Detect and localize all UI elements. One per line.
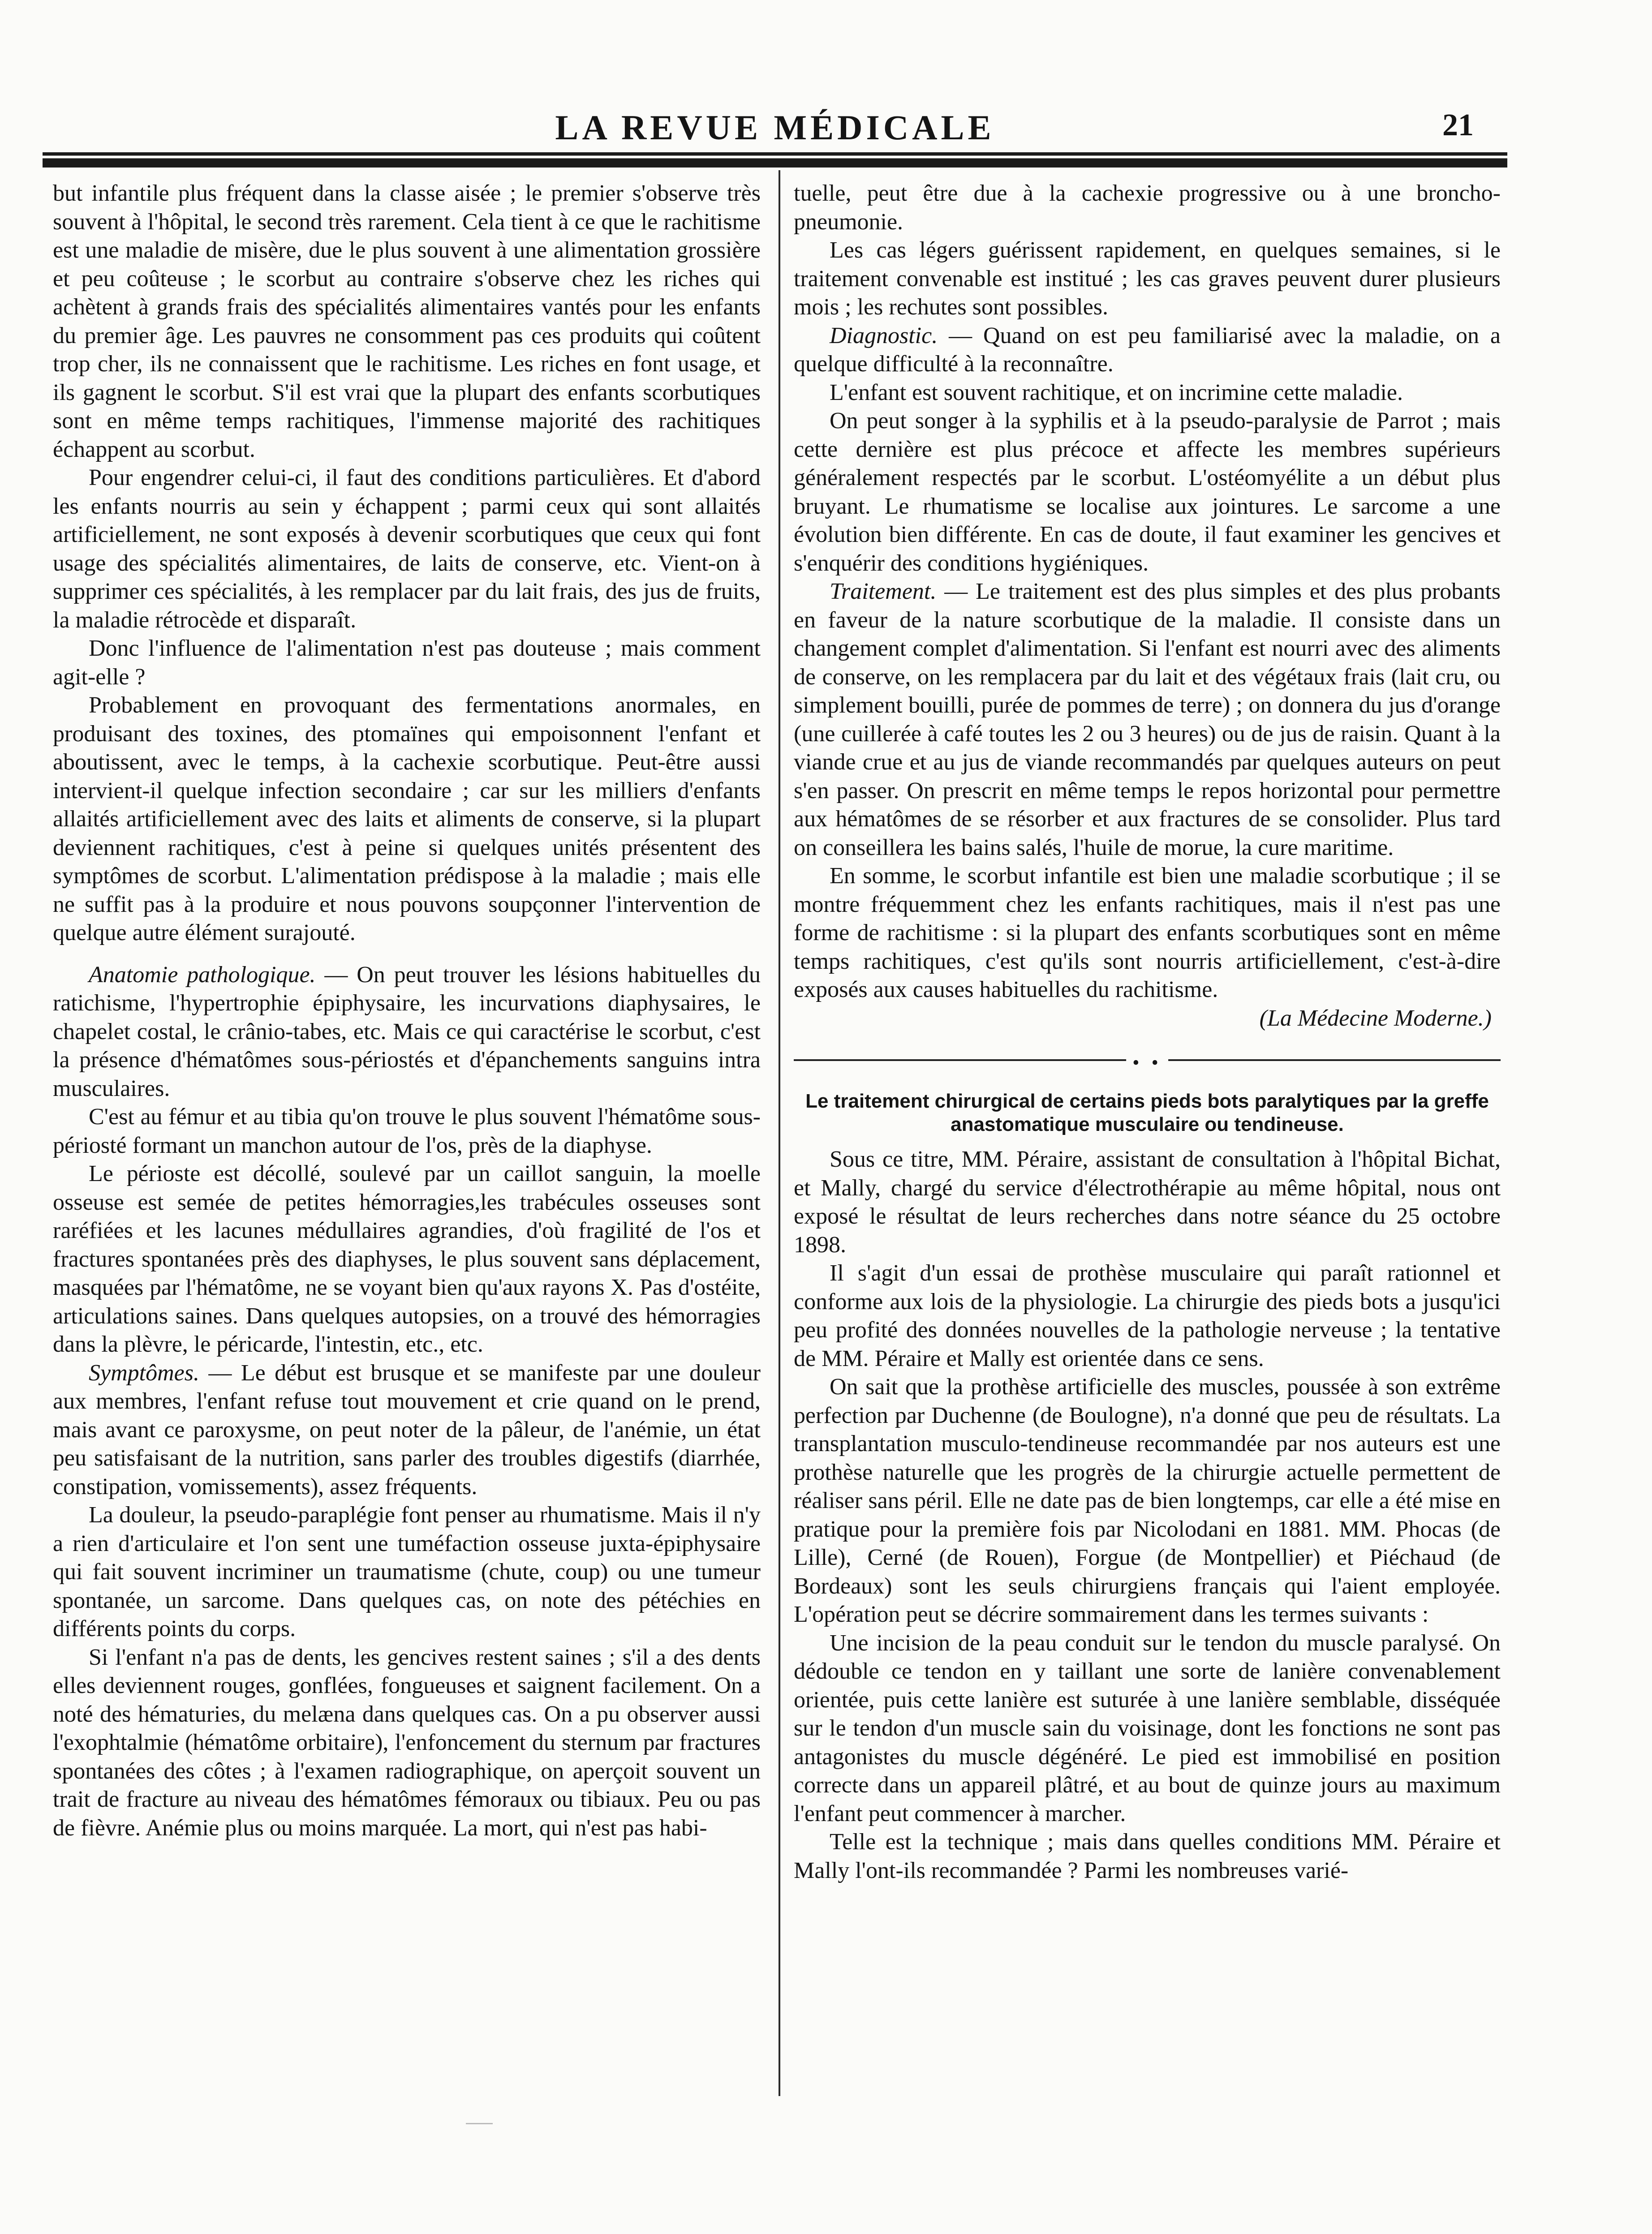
paragraph [53,1359,761,1501]
separator-ornament: • • [1126,1048,1168,1077]
paragraph: Une incision de la peau conduit sur le tendon du muscle paralysé. On dédouble ce tendon en y taillant une sorte de lanière convenablement orientée, puis cette lanière est suturée à une lanière semblable, disséquée sur le tendon d'un muscle sain du voisinage, dont les fonctions ne sont pas antagonistes du muscle dégénéré. Le pied est immobilisé en position correcte dans un appareil plâtré, et au bout de quinze jours au maximum l'enfant peut commencer à marcher. [794,1630,1501,1826]
paragraph: Sous ce titre, MM. Péraire, assistant de consultation à l'hôpital Bichat, et Mally, chargé du service d'électrothérapie au même hôpital, nous ont exposé le résultat de leurs recherches dans notre séance du 25 octobre 1898. [794,1147,1501,1258]
paragraph: but infantile plus fréquent dans la classe aisée ; le premier s'observe très souvent à l'hôpital, le second très rarement. Cela tient à ce que le rachitisme est une maladie de misère, due le plus souvent à une alimentation grossière et peu coûteuse ; le scorbut au contraire s'observe chez les riches qui achètent à grands frais des spécialités alimentaires vantés pour les enfants du premier âge. Les pauvres ne consomment pas ces produits qui coûtent trop cher, ils ne connaissent que le rachitisme. Les riches en font usage, et ils gagnent le scorbut. S'il est vrai que la plupart des enfants scorbutiques sont en même temps rachitiques, l'immense majorité des rachitiques échappent au scorbut. [53,180,761,462]
right-column [794,179,1501,1885]
paragraph: On peut songer à la syphilis et à la pseudo-paralysie de Parrot ; mais cette dernière est plus précoce et affecte les membres supérieurs généralement respectés par le scorbut. L'ostéomyélite a un début plus bruyant. Le rhumatisme se localise aux jointures. Le sarcome a une évolution bien différente. En cas de doute, il faut examiner les gencives et s'enquérir des conditions hygiéniques. [794,408,1501,576]
print-speck [466,2123,493,2124]
paragraph: La douleur, la pseudo-paraplégie font penser au rhumatisme. Mais il n'y a rien d'articulaire et l'on sent une tuméfaction osseuse juxta-épiphysaire qui fait souvent incriminer un traumatisme (chute, coup) ou une tumeur spontanée, un sarcome. Dans quelques cas, on note des pétéchies en différents points du corps. [53,1502,761,1641]
paragraph: Les cas légers guérissent rapidement, en quelques semaines, si le traitement convenable est institué ; les cas graves peuvent durer plusieurs mois ; les rechutes sont possibles. [794,237,1501,320]
source-citation: (La Médecine Moderne.) [1259,1005,1492,1031]
masthead [49,107,1501,152]
paragraph: Il s'agit d'un essai de prothèse musculaire qui paraît rationnel et conforme aux lois de la physiologie. La chirurgie des pieds bots a jusqu'ici peu profité des données nouvelles de la pathologie nerveuse ; la tentative de MM. Péraire et Mally est orientée dans ce sens. [794,1260,1501,1371]
paragraph: Pour engendrer celui-ci, il faut des conditions particulières. Et d'abord les enfants nourris au sein y échappent ; parmi ceux qui sont allaités artificiellement, ne sont exposés à devenir scorbutiques que ceux qui font usage des spécialités alimentaires, de laits de conserve, etc. Vient-on à supprimer ces spécialités, à les remplacer par du lait frais, des jus de fruits, la maladie rétrocède et disparaît. [53,465,761,633]
paragraph-text: — Le traitement est des plus simples et des plus probants en faveur de la nature scorbutique de la maladie. Il consiste dans un changement complet d'alimentation. Si l'enfant est nourri avec des aliments de conserve, on les remplacera par du lait et des végétaux frais (lait cru, ou simplement bouilli, purée de pommes de terre) ; on donnera du jus d'orange (une cuillerée à café toutes les 2 ou 3 heures) ou de jus de raisin. Quant à la viande crue et au jus de viande recommandés par quelques auteurs on peut s'en passer. On prescrit en même temps le repos horizontal pour permettre aux hématômes de se résorber et aux fractures de se consolider. Plus tard on conseillera les bains salés, l'huile de morue, la cure maritime. [794,579,1501,860]
paragraph: C'est au fémur et au tibia qu'on trouve le plus souvent l'hématôme sous-périosté formant un manchon autour de l'os, près de la diaphyse. [53,1104,761,1158]
article-separator [794,1032,1501,1086]
paragraph: tuelle, peut être due à la cachexie progressive ou à une broncho-pneumonie. [794,180,1501,235]
paragraph-text: — Le début est brusque et se manifeste par une douleur aux membres, l'enfant refuse tout mouvement et crie quand on le prend, mais avant ce paroxysme, on peut noter de la pâleur, de l'anémie, un état peu satisfaisant de la nutrition, sans parler des troubles digestifs (diarrhée, constipation, vomissements), assez fréquents. [53,1360,761,1499]
left-column [53,179,761,1842]
paragraph [794,577,1501,862]
column-divider [779,170,780,2096]
section-heading: Diagnostic. [830,322,938,348]
journal-title: LA REVUE MÉDICALE [555,108,995,147]
paragraph [53,961,761,1103]
section-heading: Symptômes. [89,1360,199,1386]
paragraph: On sait que la prothèse artificielle des muscles, poussée à son extrême perfection par Duchenne (de Boulogne), n'a donné que peu de résultats. La transplantation musculo-tendineuse recommandée par nos auteurs est une prothèse naturelle que les progrès de la chirurgie actuelle permettent de réaliser sans péril. Elle ne date pas de bien longtemps, car elle a été mise en pratique pour la première fois par Nicolodani en 1881. MM. Phocas (de Lille), Cerné (de Rouen), Forgue (de Montpellier) et Piéchaud (de Bordeaux) sont les seuls chirurgiens français qui l'aient employée. L'opération peut se décrire sommairement dans les termes suivants : [794,1374,1501,1627]
section-heading: Traitement. [830,579,937,604]
paragraph-text: — On peut trouver les lésions habituelles du ratichisme, l'hypertrophie épiphysaire, les incurvations diaphysaires, le chapelet costal, le crânio-tabes, etc. Mais ce qui caractérise le scorbut, c'est la présence d'hématômes sous-périostés et d'épanchements sanguins intra musculaires. [53,962,761,1101]
section-heading: Anatomie pathologique. [89,962,316,988]
page-number: 21 [1442,108,1474,142]
paragraph: Donc l'influence de l'alimentation n'est pas douteuse ; mais comment agit-elle ? [53,636,761,690]
paragraph-text: — Quand on est peu familiarisé avec la maladie, on a quelque difficulté à la reconnaître. [794,322,1501,377]
article-headline: Le traitement chirurgical de certains pieds bots paralytiques par la greffe anastomatique musculaire ou tendineuse. [805,1090,1489,1135]
paragraph: En somme, le scorbut infantile est bien une maladie scorbutique ; il se montre fréquemment chez les enfants rachitiques, mais il n'est pas une forme de rachitisme : si la plupart des enfants scorbutiques sont en même temps rachitiques, c'est qu'ils sont nourris artificiellement, c'est-à-dire exposés aux causes habituelles du rachitisme. [794,863,1501,1002]
paragraph [794,322,1501,378]
paragraph: L'enfant est souvent rachitique, et on incrimine cette maladie. [830,379,1403,405]
paragraph: Si l'enfant n'a pas de dents, les gencives restent saines ; s'il a des dents elles deviennent rouges, gonflées, fongueuses et saignent facilement. On a noté des hématuries, du melæna dans quelques cas. On a pu observer aussi l'exophtalmie (hématôme orbitaire), l'enfoncement du sternum par fractures spontanées des côtes ; à l'examen radiographique, on aperçoit souvent un trait de fracture au niveau des hématômes fémoraux ou tibiaux. Peu ou pas de fièvre. Anémie plus ou moins marquée. La mort, qui n'est pas habi- [53,1644,761,1841]
paragraph: Le périoste est décollé, soulevé par un caillot sanguin, la moelle osseuse est semée de petites hémorragies,les trabécules osseuses sont raréfiées et les lacunes médullaires agrandies, d'où fragilité de l'os et fractures spontanées près des diaphyses, le plus souvent sans déplacement, masquées par l'hématôme, ne se voyant bien qu'aux rayons X. Pas d'ostéite, articulations saines. Dans quelques autopsies, on a trouvé des hémorragies dans la plèvre, le péricarde, l'intestin, etc., etc. [53,1161,761,1357]
paragraph: Probablement en provoquant des fermentations anormales, en produisant des toxines, des ptomaïnes qui empoisonnent l'enfant et aboutissent, avec le temps, à la cachexie scorbutique. Peut-être aussi intervient-il quelque infection secondaire ; car sur les milliers d'enfants allaités artificiellement avec des laits et aliments de conserve, si la plupart deviennent rachitiques, c'est à peine si quelques unités présentent des symptômes de scorbut. L'alimentation prédispose à la maladie ; mais elle ne suffit pas à la produire et nous pouvons soupçonner l'intervention de quelque autre élément surajouté. [53,692,761,945]
header-rule [43,152,1507,168]
paragraph: Telle est la technique ; mais dans quelles conditions MM. Péraire et Mally l'ont-ils recommandée ? Parmi les nombreuses varié- [794,1829,1501,1883]
